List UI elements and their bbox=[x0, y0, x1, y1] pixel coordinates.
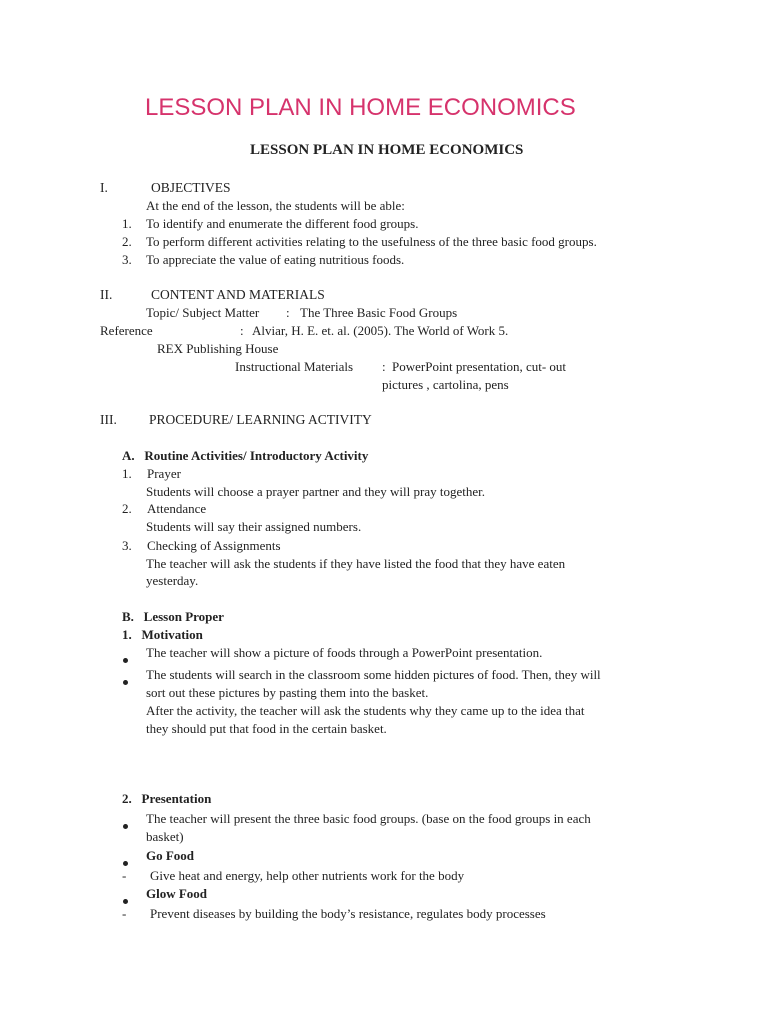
list-item: Prayer bbox=[147, 466, 181, 481]
page-heading: LESSON PLAN IN HOME ECONOMICS bbox=[250, 142, 524, 158]
motivation-title: 1. Motivation bbox=[122, 627, 203, 642]
list-item-number: 3. bbox=[122, 538, 132, 553]
list-item-number: 2. bbox=[122, 501, 132, 516]
reference-separator: : bbox=[240, 323, 244, 338]
materials-separator: : bbox=[382, 359, 386, 374]
list-item-description: Students will choose a prayer partner and they will pray together. bbox=[146, 484, 485, 499]
bullet-icon bbox=[123, 816, 128, 834]
topic-value: The Three Basic Food Groups bbox=[300, 305, 458, 320]
list-item: To appreciate the value of eating nutritious foods. bbox=[146, 252, 405, 267]
section-number-procedure: III. bbox=[100, 412, 117, 427]
section-number-content: II. bbox=[100, 287, 113, 302]
go-food-description: Give heat and energy, help other nutrients work for the body bbox=[150, 868, 465, 883]
list-item-description-continued: yesterday. bbox=[146, 573, 199, 588]
dash-marker: - bbox=[122, 868, 127, 883]
bullet-icon bbox=[123, 650, 128, 668]
section-title-procedure: PROCEDURE/ LEARNING ACTIVITY bbox=[149, 412, 372, 427]
bullet-item-continued: After the activity, the teacher will ask the students why they came up to the idea that bbox=[146, 703, 585, 718]
list-item-number: 3. bbox=[122, 252, 132, 267]
bullet-item: The students will search in the classroom some hidden pictures of food. Then, they will bbox=[146, 667, 601, 682]
bullet-item-continued: they should put that food in the certain basket. bbox=[146, 721, 387, 736]
list-item-number: 1. bbox=[122, 466, 132, 481]
presentation-title: 2. Presentation bbox=[122, 791, 212, 806]
reference-value: Alviar, H. E. et. al. (2005). The World of Work 5. bbox=[252, 323, 509, 338]
reference-label: Reference bbox=[100, 323, 153, 338]
materials-value: PowerPoint presentation, cut- out bbox=[392, 359, 567, 374]
section-title-content: CONTENT AND MATERIALS bbox=[151, 287, 325, 302]
bullet-item-continued: sort out these pictures by pasting them into the basket. bbox=[146, 685, 429, 700]
list-item: Checking of Assignments bbox=[147, 538, 281, 553]
list-item: Attendance bbox=[147, 501, 207, 516]
bullet-item: The teacher will show a picture of foods through a PowerPoint presentation. bbox=[146, 645, 543, 660]
subsection-title-routine: A. Routine Activities/ Introductory Activity bbox=[122, 448, 369, 463]
dash-marker: - bbox=[122, 906, 127, 921]
topic-separator: : bbox=[286, 305, 290, 320]
list-item-number: 2. bbox=[122, 234, 132, 249]
materials-value-continued: pictures , cartolina, pens bbox=[382, 377, 509, 392]
bullet-item: The teacher will present the three basic food groups. (base on the food groups in each bbox=[146, 811, 591, 826]
publisher: REX Publishing House bbox=[157, 341, 279, 356]
list-item: To identify and enumerate the different food groups. bbox=[146, 216, 419, 231]
go-food-label: Go Food bbox=[146, 848, 195, 863]
list-item-description: The teacher will ask the students if they have listed the food that they have eaten bbox=[146, 556, 566, 571]
materials-label: Instructional Materials bbox=[235, 359, 354, 374]
document-title: LESSON PLAN IN HOME ECONOMICS bbox=[145, 94, 576, 121]
bullet-icon bbox=[123, 672, 128, 690]
glow-food-label: Glow Food bbox=[146, 886, 208, 901]
list-item-number: 1. bbox=[122, 216, 132, 231]
topic-label: Topic/ Subject Matter bbox=[146, 305, 260, 320]
subsection-title-lesson-proper: B. Lesson Proper bbox=[122, 609, 224, 624]
bullet-item-continued: basket) bbox=[146, 829, 184, 844]
section-title-objectives: OBJECTIVES bbox=[151, 180, 231, 195]
section-number-objectives: I. bbox=[100, 180, 108, 195]
objectives-intro: At the end of the lesson, the students will be able: bbox=[146, 198, 405, 213]
glow-food-description: Prevent diseases by building the body’s resistance, regulates body processes bbox=[150, 906, 546, 921]
list-item-description: Students will say their assigned numbers. bbox=[146, 519, 362, 534]
list-item: To perform different activities relating to the usefulness of the three basic food groups. bbox=[146, 234, 597, 249]
